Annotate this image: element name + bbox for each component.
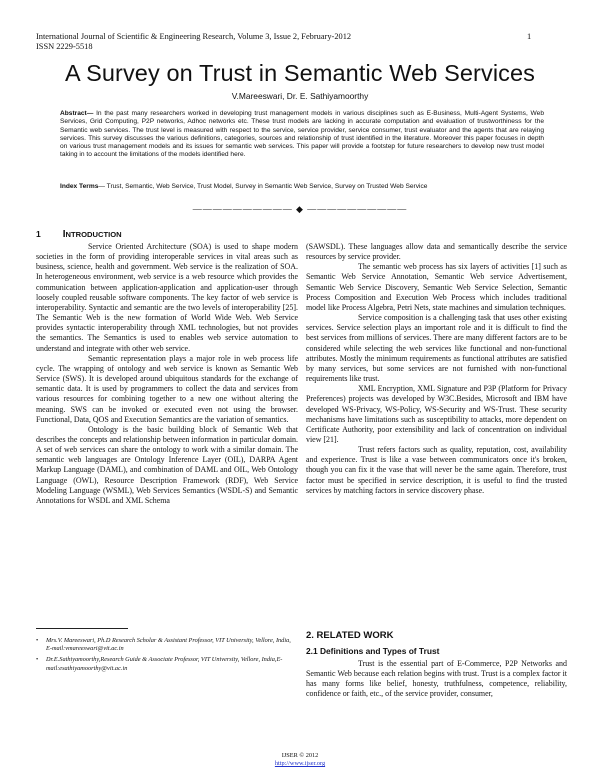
footnote-text: Dr.E.Sathiyamoorthy,Research Guide & Associate Professor, VIT University, Vellore, India,E-mail:esathiyamoorthy@vit.ac.in bbox=[46, 656, 283, 672]
paper-title: A Survey on Trust in Semantic Web Services bbox=[64, 60, 536, 86]
bullet-icon: • bbox=[36, 656, 39, 664]
bullet-icon: • bbox=[36, 637, 39, 644]
journal-link[interactable]: http://www.ijser.org bbox=[274, 760, 326, 767]
index-terms bbox=[60, 183, 544, 191]
index-terms-text: — Trust, Semantic, Web Service, Trust Model, Survey in Semantic Web Service, Survey on Trusted Web Service bbox=[98, 183, 428, 190]
section-heading-related-work: 2. RELATED WORK bbox=[306, 630, 394, 641]
footnote-item bbox=[36, 637, 298, 653]
footnote-rule bbox=[36, 628, 128, 629]
copyright: IJSER © 2012 bbox=[281, 752, 319, 759]
page-number: 1 bbox=[527, 32, 532, 41]
section-heading-introduction bbox=[36, 229, 122, 240]
paragraph: Ontology is the basic building block of Semantic Web that describes the concepts and relationship between information in particular domain. A set of web services can share the ontology to work with a similar domain. The semantic web languages are Ontology Inference Layer (OIL), DARPA Agent Markup Language (DAML), and combination of DAML and OIL, Web Ontology Language (OWL), Resource Description Framework (RDF), Web Service Modeling Language (WSML), Web Services Semantics (WSDL-S) and Semantic Annotations for WSDL and XML Schema bbox=[36, 424, 298, 505]
section-number: 1 bbox=[36, 229, 41, 239]
paragraph: Trust refers factors such as quality, reputation, cost, availability and experience. Trust is like a vase between communicators once it's broken, though you can fix it the vase that will never be the same again. Therefore, trust factor must be specified in service description, it is useful to find the trusted services by matching factors in service discovery phase. bbox=[306, 445, 567, 495]
related-work-text bbox=[306, 659, 567, 700]
footnote-item bbox=[36, 656, 298, 672]
separator: —————————— ◆ —————————— bbox=[192, 204, 408, 214]
paragraph: (SAWSDL). These languages allow data and semantically describe the service resources by service provider. bbox=[306, 242, 567, 262]
section-first-letter: I bbox=[62, 229, 66, 240]
journal-header: International Journal of Scientific & Engineering Research, Volume 3, Issue 2, February-2012 bbox=[36, 32, 352, 41]
paragraph: Service composition is a challenging task that uses other existing services. Service selection plays an important role and it is difficult to find the best services from millions of services. There are many different factors are to be considered while selecting the web services like functional and non-functional attributes. Mostly the minimum requirements as functional attributes are satisfied by many services, but some services are not furnished with non-functional requirements like trust. bbox=[306, 313, 567, 384]
footnote-text: Mrs.V. Mareeswari, Ph.D Research Scholar & Assistant Professor, VIT University, Vellore, India, E-mail:vmareeswari@vit.ac.in bbox=[46, 637, 291, 653]
subsection-heading: 2.1 Definitions and Types of Trust bbox=[306, 646, 440, 656]
index-terms-label: Index Terms bbox=[60, 183, 99, 190]
abstract bbox=[60, 110, 544, 160]
footnotes bbox=[36, 637, 298, 676]
paragraph: Trust is the essential part of E-Commerce, P2P Networks and Semantic Web because each relation begins with trust. Trust is a complex factor it has many forms like belief, honesty, truthfulness, competence, reliability, confidence or faith, etc., of the service provider, consumer, bbox=[306, 659, 567, 699]
right-column bbox=[306, 242, 567, 496]
issn: ISSN 2229-5518 bbox=[36, 42, 93, 51]
section-title-rest: NTRODUCTION bbox=[65, 230, 122, 239]
paragraph: Semantic representation plays a major role in web process life cycle. The wrapping of ontology and web service is known as Semantic Web Service (SWS). It is developed around ubiquitous standards for the exchange of semantic data. It is used by programmers to collect the data and services from various resources for combining together to a new one without altering the meaning. SWS can be invoked or executed even not using the browser. Functional, Data, QOS and Execution Semantics are the variation of semantics. bbox=[36, 353, 298, 424]
left-column bbox=[36, 242, 298, 506]
abstract-text: In the past many researchers worked in developing trust management models in various disciplines such as E-Business, Multi-Agent Systems, Web Services, Grid Computing, P2P networks, Adhoc networks etc. These trust models are lacking in accurate computation and evaluation of trustworthiness for the Semantic web services. The trust level is measured with respect to the service, service provider, service consumer, trust evaluator and the agents that are relaying services. This survey discusses the various definitions, categories, sources and relationship of trust identified in the literature. Moreover this paper focuses in depth on various trust management models and its issues for semantic web services. This paper will provide a footstep for future researchers to develop new trust model taking in to account the limitations of the models identified here. bbox=[60, 110, 544, 159]
paragraph: The semantic web process has six layers of activities [1] such as Semantic Web Service Annotation, Semantic Web service Advertisement, Semantic Web Service Discovery, Semantic Web Service Selection, Semantic Process Composition and Execution Web Process which includes traditional model like Process Algebra, Petri Nets, state machines and simulation techniques. bbox=[306, 262, 567, 312]
paragraph: Service Oriented Architecture (SOA) is used to shape modern societies in the form of providing interoperable services in vital areas such as business, science, health and government. Web service is the realization of SOA. In heterogeneous environment, web service is a web resource which provides the communication between application-application and application-user through loosely coupled reusable software components. The key factor of web service is interoperability. Syntactic and semantic are the two levels of interoperability [25]. The Semantic Web is the new formation of World Wide Web. Web Service provides syntactic interoperability through XML technologies, but not provides the semantics. The Semantics is used to enables web service automation to understand and integrate with other web service. bbox=[36, 242, 298, 353]
abstract-label: Abstract— bbox=[60, 110, 94, 117]
authors: V.Mareeswari, Dr. E. Sathiyamoorthy bbox=[231, 91, 369, 101]
paragraph: XML Encryption, XML Signature and P3P (Platform for Privacy Preferences) projects was developed by W3C.Besides, Microsoft and IBM have developed WS-Privacy, WS-Policy, WS-Security and WS-Trust. These security mechanisms have limitations such as susceptibility to attacks, more dependent on Certificate Authority, poor extensibility and lack of concentration on individual view [21]. bbox=[306, 384, 567, 444]
